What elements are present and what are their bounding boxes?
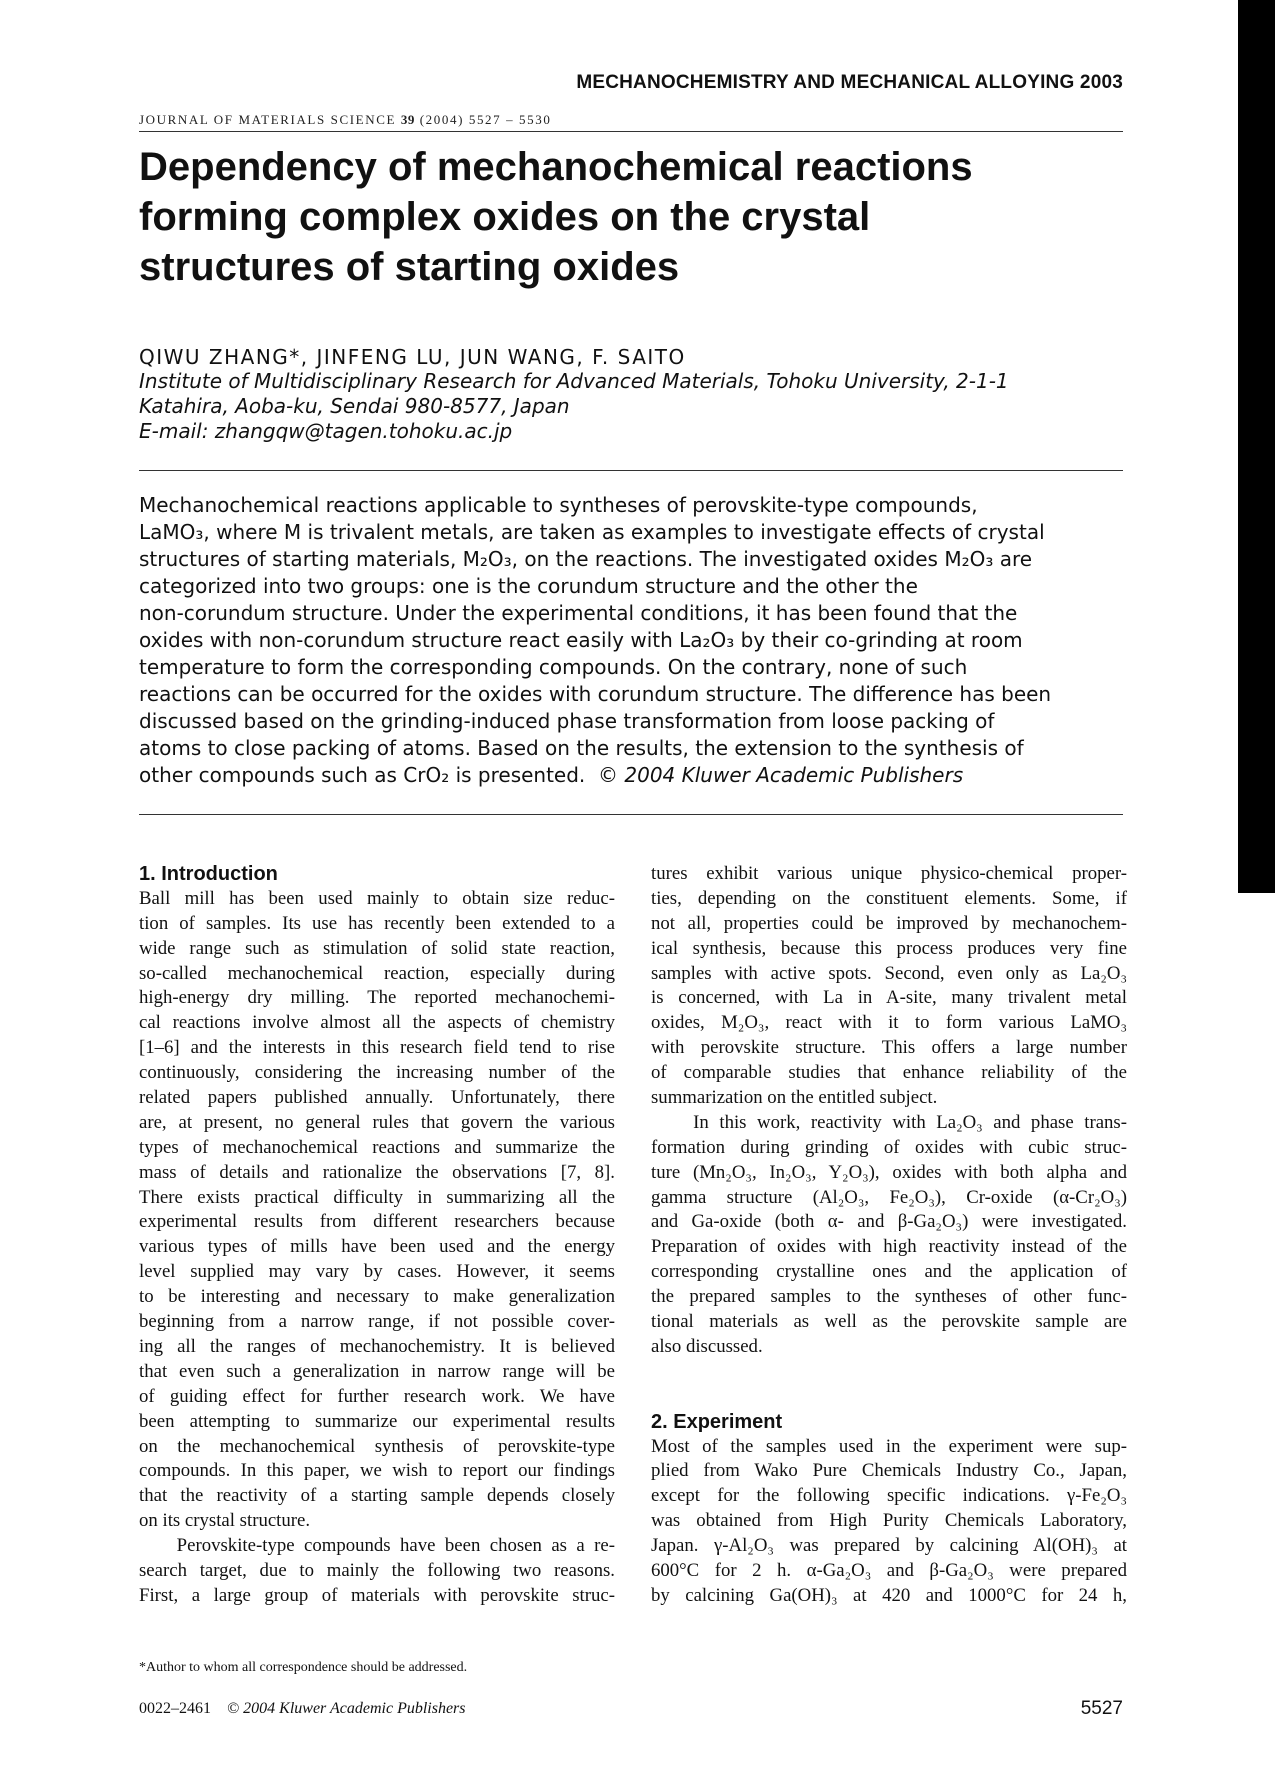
body-line: summarization on the entitled subject.: [651, 1087, 938, 1109]
title-line: Dependency of mechanochemical reactions: [139, 145, 973, 189]
body-line: ties, depending on the constituent elements. Some, if: [651, 887, 1127, 909]
body-line: level supplied may vary by cases. However, it seems: [139, 1261, 615, 1283]
abstract-line: Mechanochemical reactions applicable to syntheses of perovskite-type compounds,: [139, 493, 978, 517]
abstract: [139, 492, 1123, 789]
journal-volume: 39: [400, 112, 415, 127]
footer-citation: [139, 1700, 466, 1718]
left-column: [139, 862, 615, 1609]
paper-title: [139, 142, 1099, 292]
section-heading-experiment: 2. Experiment: [651, 1410, 783, 1433]
abstract-line: oxides with non-corundum structure react easily with La₂O₃ by their co-grinding at room: [139, 628, 1023, 652]
body-line: of comparable studies that enhance reliability of the: [651, 1062, 1127, 1084]
journal-citation: [139, 112, 551, 128]
body-line: Japan. γ-Al₂O₃ was prepared by calcining Al(OH)₃ at: [651, 1535, 1127, 1557]
body-line: tures exhibit various unique physico-chemical proper-: [651, 863, 1127, 884]
body-line: with perovskite structure. This offers a large number: [651, 1037, 1127, 1059]
abstract-line: other compounds such as CrO₂ is presented.: [139, 763, 586, 787]
body-line: so-called mechanochemical reaction, especially during: [139, 962, 615, 984]
spacer: [651, 1385, 1127, 1410]
abstract-copyright: © 2004 Kluwer Academic Publishers: [598, 763, 964, 787]
email-line: E-mail: zhangqw@tagen.tohoku.ac.jp: [139, 419, 513, 443]
body-line: on the mechanochemical synthesis of perovskite-type: [139, 1435, 615, 1457]
body-line: gamma structure (Al₂O₃, Fe₂O₃), Cr-oxide (α-Cr₂O₃): [651, 1186, 1127, 1208]
header-rule: [139, 131, 1123, 132]
body-line: tional materials as well as the perovskite sample are: [651, 1311, 1127, 1333]
affiliation-line: Katahira, Aoba-ku, Sendai 980-8577, Japan: [139, 394, 570, 418]
abstract-line: discussed based on the grinding-induced phase transformation from loose packing of: [139, 709, 995, 733]
body-line: that the reactivity of a starting sample depends closely: [139, 1485, 615, 1507]
body-line: not all, properties could be improved by mechanochem-: [651, 912, 1127, 934]
title-line: forming complex oxides on the crystal: [139, 195, 871, 239]
body-line: and Ga-oxide (both α- and β-Ga₂O₃) were investigated.: [651, 1211, 1127, 1233]
body-line: 600°C for 2 h. α-Ga₂O₃ and β-Ga₂O₃ were prepared: [651, 1559, 1127, 1581]
body-line: to be interesting and necessary to make generalization: [139, 1286, 615, 1308]
abstract-line: structures of starting materials, M₂O₃, on the reactions. The investigated oxides M₂O₃ are: [139, 547, 1033, 571]
body-line: was obtained from High Purity Chemicals Laboratory,: [651, 1510, 1127, 1532]
abstract-line: non-corundum structure. Under the experimental conditions, it has been found that the: [139, 601, 1018, 625]
body-line: related papers published annually. Unfortunately, there: [139, 1087, 615, 1109]
body-line: various types of mills have been used and the energy: [139, 1236, 615, 1258]
footer-copyright: © 2004 Kluwer Academic Publishers: [227, 1700, 466, 1717]
footnote: *Author to whom all correspondence should be addressed.: [139, 1660, 468, 1675]
body-line: ture (Mn₂O₃, In₂O₃, Y₂O₃), oxides with both alpha and: [651, 1161, 1127, 1183]
authors: QIWU ZHANG*, JINFENG LU, JUN WANG, F. SAITO: [139, 345, 686, 369]
body-line: mass of details and rationalize the observations [7, 8].: [139, 1161, 615, 1183]
affiliation-line: Institute of Multidisciplinary Research for Advanced Materials, Tohoku University, 2-1-1: [139, 369, 1009, 393]
issn: 0022–2461: [139, 1700, 211, 1717]
body-line: In this work, reactivity with La₂O₃ and phase trans-: [651, 1111, 1127, 1133]
body-line: of guiding effect for further research work. We have: [139, 1385, 615, 1407]
body-line: oxides, M₂O₃, react with it to form various LaMO₃: [651, 1012, 1127, 1034]
body-line: Most of the samples used in the experiment were sup-: [651, 1435, 1127, 1457]
body-line: tion of samples. Its use has recently been extended to a: [139, 912, 615, 934]
body-line: continuously, considering the increasing number of the: [139, 1062, 615, 1084]
abstract-bottom-rule: [139, 814, 1123, 815]
body-line: Perovskite-type compounds have been chosen as a re-: [139, 1535, 615, 1557]
series-title: MECHANOCHEMISTRY AND MECHANICAL ALLOYING 2003: [576, 72, 1123, 93]
title-line: structures of starting oxides: [139, 245, 680, 289]
spacer: [651, 1360, 1127, 1385]
body-line: the prepared samples to the syntheses of other func-: [651, 1286, 1127, 1308]
body-line: wide range such as stimulation of solid state reaction,: [139, 937, 615, 959]
abstract-line: LaMO₃, where M is trivalent metals, are taken as examples to investigate effects of crystal: [139, 520, 1045, 544]
body-line: on its crystal structure.: [139, 1510, 311, 1532]
body-line: experimental results from different researchers because: [139, 1211, 615, 1233]
body-line: search target, due to mainly the following two reasons.: [139, 1559, 615, 1581]
black-edge-tab: [1238, 0, 1275, 893]
abstract-line: temperature to form the corresponding compounds. On the contrary, none of such: [139, 655, 968, 679]
body-line: beginning from a narrow range, if not possible cover-: [139, 1311, 615, 1333]
page-number: 5527: [1080, 1698, 1123, 1719]
body-line: also discussed.: [651, 1335, 763, 1357]
right-column: [651, 862, 1127, 1609]
journal-year-pages: (2004) 5527 – 5530: [419, 112, 552, 127]
body-line: ical synthesis, because this process produces very fine: [651, 937, 1127, 959]
body-line: that even such a generalization in narrow range will be: [139, 1360, 615, 1382]
body-line: There exists practical difficulty in summarizing all the: [139, 1186, 615, 1208]
body-line: been attempting to summarize our experimental results: [139, 1410, 615, 1432]
abstract-top-rule: [139, 470, 1123, 471]
body-line: types of mechanochemical reactions and summarize the: [139, 1136, 615, 1158]
body-line: ing all the ranges of mechanochemistry. It is believed: [139, 1335, 615, 1357]
section-heading-introduction: 1. Introduction: [139, 863, 278, 885]
abstract-line: categorized into two groups: one is the corundum structure and the other the: [139, 574, 918, 598]
body-line: high-energy dry milling. The reported mechanochemi-: [139, 987, 615, 1009]
abstract-line: atoms to close packing of atoms. Based on the results, the extension to the synthesis of: [139, 736, 1024, 760]
body-line: except for the following specific indications. γ-Fe₂O₃: [651, 1485, 1127, 1507]
body-line: corresponding crystalline ones and the application of: [651, 1261, 1127, 1283]
body-line: by calcining Ga(OH)₃ at 420 and 1000°C for 24 h,: [651, 1584, 1127, 1606]
body-line: Preparation of oxides with high reactivity instead of the: [651, 1236, 1127, 1258]
body-line: Ball mill has been used mainly to obtain size reduc-: [139, 887, 615, 909]
body-line: First, a large group of materials with perovskite struc-: [139, 1584, 615, 1606]
abstract-last-line: [139, 762, 1123, 789]
affiliation: [139, 369, 1099, 444]
body-line: is concerned, with La in A-site, many trivalent metal: [651, 987, 1127, 1009]
body-line: compounds. In this paper, we wish to report our findings: [139, 1460, 615, 1482]
journal-name: JOURNAL OF MATERIALS SCIENCE: [139, 112, 397, 127]
body-line: [1–6] and the interests in this research field tend to rise: [139, 1037, 615, 1059]
abstract-line: reactions can be occurred for the oxides with corundum structure. The difference has been: [139, 682, 1052, 706]
body-line: are, at present, no general rules that govern the various: [139, 1111, 615, 1133]
body-line: samples with active spots. Second, even only as La₂O₃: [651, 962, 1127, 984]
body-line: plied from Wako Pure Chemicals Industry Co., Japan,: [651, 1460, 1127, 1482]
body-line: cal reactions involve almost all the aspects of chemistry: [139, 1012, 615, 1034]
body-line: formation during grinding of oxides with cubic struc-: [651, 1136, 1127, 1158]
